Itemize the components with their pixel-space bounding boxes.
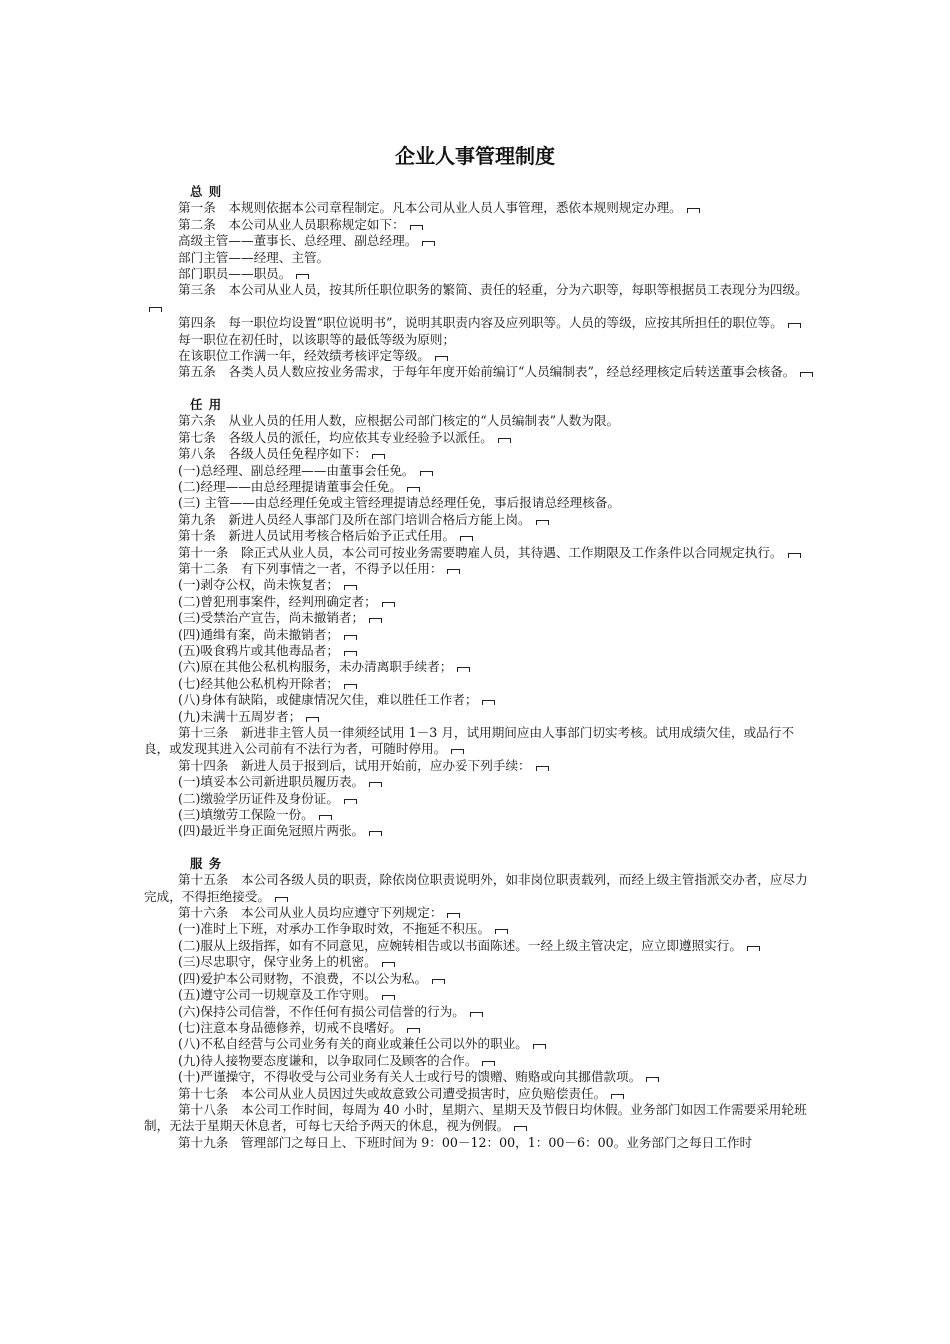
paragraph [144, 1004, 816, 1020]
paragraph-text: 第十七条 本公司从业人员因过失或故意致公司遭受损害时，应负赔偿责任。 [178, 1085, 607, 1101]
paragraph-text: 第三条 本公司从业人员，按其所任职位职务的繁简、责任的轻重，分为六职等，每职等根据员工表现分为四级。 [178, 282, 808, 298]
paragraph-mark-icon [306, 717, 319, 722]
paragraph [144, 971, 816, 987]
paragraph [144, 364, 816, 380]
paragraph-text: 第四条 每一职位均设置“职位说明书”，说明其职责内容及应列职等。人员的等级，应按其所担任的职位等。 [178, 315, 783, 331]
section-heading: 任 用 [190, 396, 223, 412]
paragraph-mark-icon [533, 1044, 546, 1049]
paragraph [144, 217, 816, 233]
paragraph-text: 每一职位在初任时，以该职等的最低等级为原则； [178, 331, 456, 347]
paragraph-text: (十)严谨操守，不得收受与公司业务有关人士或行号的馈赠、贿赂或向其挪借款项。 [178, 1069, 642, 1085]
paragraph-mark-icon [344, 635, 357, 640]
paragraph-text: (九)待人接物要态度谦和，以争取同仁及顾客的合作。 [178, 1052, 478, 1068]
paragraph [144, 807, 816, 823]
paragraph-text: (四)通缉有案，尚未撤销者； [178, 626, 339, 642]
paragraph [144, 430, 816, 446]
paragraph [144, 872, 816, 905]
paragraph [144, 594, 816, 610]
paragraph-text: 第十条 新进人员试用考核合格后始予正式任用。 [178, 528, 456, 544]
paragraph-mark-icon [344, 684, 357, 689]
paragraph [144, 528, 816, 544]
paragraph [144, 479, 816, 495]
paragraph-text: 第十九条 管理部门之每日上、下班时间为 9：00－12：00，1：00－6：00。业务部门之每日工作时 [178, 1134, 753, 1150]
paragraph-text: (一)准时上下班，对承办工作争取时效，不拖延不积压。 [178, 921, 491, 937]
paragraph [144, 233, 816, 249]
paragraph-mark-icon [687, 208, 700, 213]
paragraph-text: (八)身体有缺陷，或健康情况欠佳，难以胜任工作者； [178, 692, 478, 708]
paragraph [144, 315, 816, 331]
paragraph [144, 954, 816, 970]
paragraph-text: 第七条 各级人员的派任，均应依其专业经验予以派任。 [178, 429, 493, 445]
paragraph-text: 第十三条 新进非主管人员一律须经试用 1－3 月，试用期间应由人事部门切实考核。试用成绩欠佳，或品行不良，或发现其进入公司前有不法行为者，可随时停用。 [144, 725, 794, 757]
paragraph [144, 774, 816, 790]
paragraph [144, 446, 816, 462]
paragraph-text: (九)未满十五周岁者； [178, 708, 302, 724]
paragraph-mark-icon [372, 454, 385, 459]
paragraph [144, 495, 816, 511]
paragraph-text: (二)服从上级指挥，如有不同意见，应婉转相告或以书面陈述。一经上级主管决定，应立即遵照实行。 [178, 937, 742, 953]
paragraph-mark-icon [369, 782, 382, 787]
paragraph-text: 第十六条 本公司从业人员均应遵守下列规定： [178, 905, 443, 921]
paragraph-text: 第九条 新进人员经人事部门及所在部门培训合格后方能上岗。 [178, 511, 531, 527]
paragraph [144, 692, 816, 708]
paragraph [144, 282, 816, 315]
paragraph-text: 第十八条 本公司工作时间，每周为 40 小时，星期六、星期天及节假日均休假。业务部门如因工作需要采用轮班制，无法于星期天休息者，可每七天给予两天的休息，视为例假。 [144, 1101, 807, 1134]
paragraph-text: 第八条 各级人员任免程序如下： [178, 446, 367, 462]
paragraph [144, 627, 816, 643]
paragraph-mark-icon [382, 962, 395, 967]
paragraph [144, 463, 816, 479]
paragraph-text: 部门主管——经理、主管。 [178, 249, 330, 265]
paragraph-text: 第一条 本规则依据本公司章程制定。凡本公司从业人员人事管理，悉依本规则规定办理。 [178, 200, 682, 216]
paragraph [144, 758, 816, 774]
paragraph-mark-icon [149, 307, 162, 312]
paragraph-text: 第十二条 有下列事情之一者，不得予以任用： [178, 560, 443, 576]
paragraph-text: 第六条 从业人员的任用人数，应根据公司部门核定的“人员编制表”人数为限。 [178, 413, 620, 429]
paragraph [144, 823, 816, 839]
paragraph [144, 266, 816, 282]
paragraph-text: (一)填妥本公司新进职员履历表。 [178, 774, 365, 790]
paragraph-mark-icon [536, 766, 549, 771]
paragraph-mark-icon [422, 241, 435, 246]
paragraph-mark-icon [432, 979, 445, 984]
paragraph-mark-icon [447, 913, 460, 918]
paragraph [144, 676, 816, 692]
paragraph [144, 610, 816, 626]
paragraph-mark-icon [407, 487, 420, 492]
paragraph-mark-icon [369, 831, 382, 836]
paragraph-mark-icon [536, 520, 549, 525]
paragraph [144, 791, 816, 807]
paragraph-text: (四)爱护本公司财物，不浪费，不以公为私。 [178, 970, 428, 986]
paragraph-text: (七)注意本身品德修养，切戒不良嗜好。 [178, 1019, 402, 1035]
paragraph [144, 200, 816, 216]
paragraph-mark-icon [420, 471, 433, 476]
paragraph-mark-icon [407, 1028, 420, 1033]
section-heading: 总 则 [190, 184, 223, 199]
paragraph-mark-icon [498, 438, 511, 443]
paragraph-text: 第二条 本公司从业人员职称规定如下： [178, 216, 405, 232]
paragraph-mark-icon [344, 651, 357, 656]
paragraph-text: (三) 主管——由总经理任免或主管经理提请总经理任免，事后报请总经理核备。 [178, 495, 621, 511]
paragraph-mark-icon [319, 815, 332, 820]
paragraph [144, 938, 816, 954]
paragraph [144, 545, 816, 561]
paragraph [144, 250, 816, 266]
paragraph [144, 1053, 816, 1069]
document-title: 企业人事管理制度 [395, 144, 555, 168]
paragraph-text: (二)经理——由总经理提请董事会任免。 [178, 478, 402, 494]
section-heading: 服 务 [190, 855, 223, 871]
paragraph [144, 1036, 816, 1052]
paragraph-mark-icon [482, 1061, 495, 1066]
paragraph-mark-icon [495, 929, 508, 934]
paragraph-text: 第十四条 新进人员于报到后，试用开始前，应办妥下列手续： [178, 757, 531, 773]
paragraph-mark-icon [382, 995, 395, 1000]
paragraph-mark-icon [646, 1077, 659, 1082]
paragraph [144, 921, 816, 937]
paragraph-mark-icon [457, 667, 470, 672]
paragraph [144, 348, 816, 364]
paragraph-text: (八)不私自经营与公司业务有关的商业或兼任公司以外的职业。 [178, 1036, 528, 1052]
paragraph-text: (一)剥夺公权，尚未恢复者； [178, 577, 339, 593]
document-body [144, 184, 816, 1151]
paragraph-mark-icon [482, 700, 495, 705]
paragraph [144, 987, 816, 1003]
paragraph-text: (七)经其他公私机构开除者； [178, 675, 339, 691]
paragraph-mark-icon [296, 274, 309, 279]
paragraph-text: 第十五条 本公司各级人员的职责，除依岗位职责说明外，如非岗位职责载列，而经上级主管指派交办者，应尽力完成，不得拒绝接受。 [144, 872, 808, 904]
paragraph-text: (五)遵守公司一切规章及工作守则。 [178, 987, 377, 1003]
paragraph [144, 1135, 816, 1151]
paragraph-mark-icon [611, 1094, 624, 1099]
paragraph-mark-icon [410, 225, 423, 230]
paragraph-mark-icon [382, 602, 395, 607]
paragraph-text: (三)填缴劳工保险一份。 [178, 807, 314, 823]
paragraph-text: (六)原在其他公私机构服务，未办清离职手续者； [178, 659, 453, 675]
paragraph [144, 905, 816, 921]
paragraph-text: (二)缴验学历证件及身份证。 [178, 790, 339, 806]
paragraph-mark-icon [447, 569, 460, 574]
paragraph [144, 561, 816, 577]
paragraph-text: (二)曾犯刑事案件，经判刑确定者； [178, 593, 377, 609]
paragraph-mark-icon [470, 1012, 483, 1017]
paragraph-text: (三)受禁治产宣告，尚未撤销者； [178, 610, 365, 626]
paragraph [144, 1069, 816, 1085]
paragraph-mark-icon [275, 897, 288, 902]
paragraph-mark-icon [800, 372, 813, 377]
paragraph-mark-icon [788, 323, 801, 328]
paragraph [144, 413, 816, 429]
paragraph-mark-icon [788, 553, 801, 558]
paragraph [144, 1102, 816, 1135]
paragraph-text: (三)尽忠职守，保守业务上的机密。 [178, 954, 377, 970]
paragraph-text: 第十一条 除正式从业人员，本公司可按业务需要聘雇人员，其待遇、工作期限及工作条件以合同规定执行。 [178, 544, 783, 560]
paragraph [144, 512, 816, 528]
paragraph-mark-icon [451, 749, 464, 754]
paragraph [144, 1020, 816, 1036]
paragraph-text: (四)最近半身正面免冠照片两张。 [178, 823, 365, 839]
paragraph [144, 332, 816, 348]
paragraph-mark-icon [344, 585, 357, 590]
paragraph-mark-icon [514, 1126, 527, 1131]
paragraph-mark-icon [460, 536, 473, 541]
paragraph-text: 高级主管——董事长、总经理、副总经理。 [178, 233, 418, 249]
paragraph [144, 643, 816, 659]
paragraph [144, 725, 816, 758]
paragraph [144, 709, 816, 725]
paragraph [144, 659, 816, 675]
paragraph-text: 在该职位工作满一年，经效绩考核评定等级。 [178, 348, 430, 364]
paragraph-mark-icon [369, 618, 382, 623]
paragraph-text: 第五条 各类人员人数应按业务需求，于每年年度开始前编订“人员编制表”，经总经理核定后转送董事会核备。 [178, 364, 796, 380]
paragraph-text: (五)吸食鸦片或其他毒品者； [178, 642, 339, 658]
paragraph-text: (六)保持公司信誉，不作任何有损公司信誉的行为。 [178, 1003, 465, 1019]
paragraph-mark-icon [435, 356, 448, 361]
paragraph-mark-icon [344, 799, 357, 804]
paragraph-text: 部门职员——职员。 [178, 266, 292, 282]
paragraph-mark-icon [747, 946, 760, 951]
paragraph [144, 1086, 816, 1102]
paragraph [144, 577, 816, 593]
paragraph-text: (一)总经理、副总经理——由董事会任免。 [178, 462, 415, 478]
